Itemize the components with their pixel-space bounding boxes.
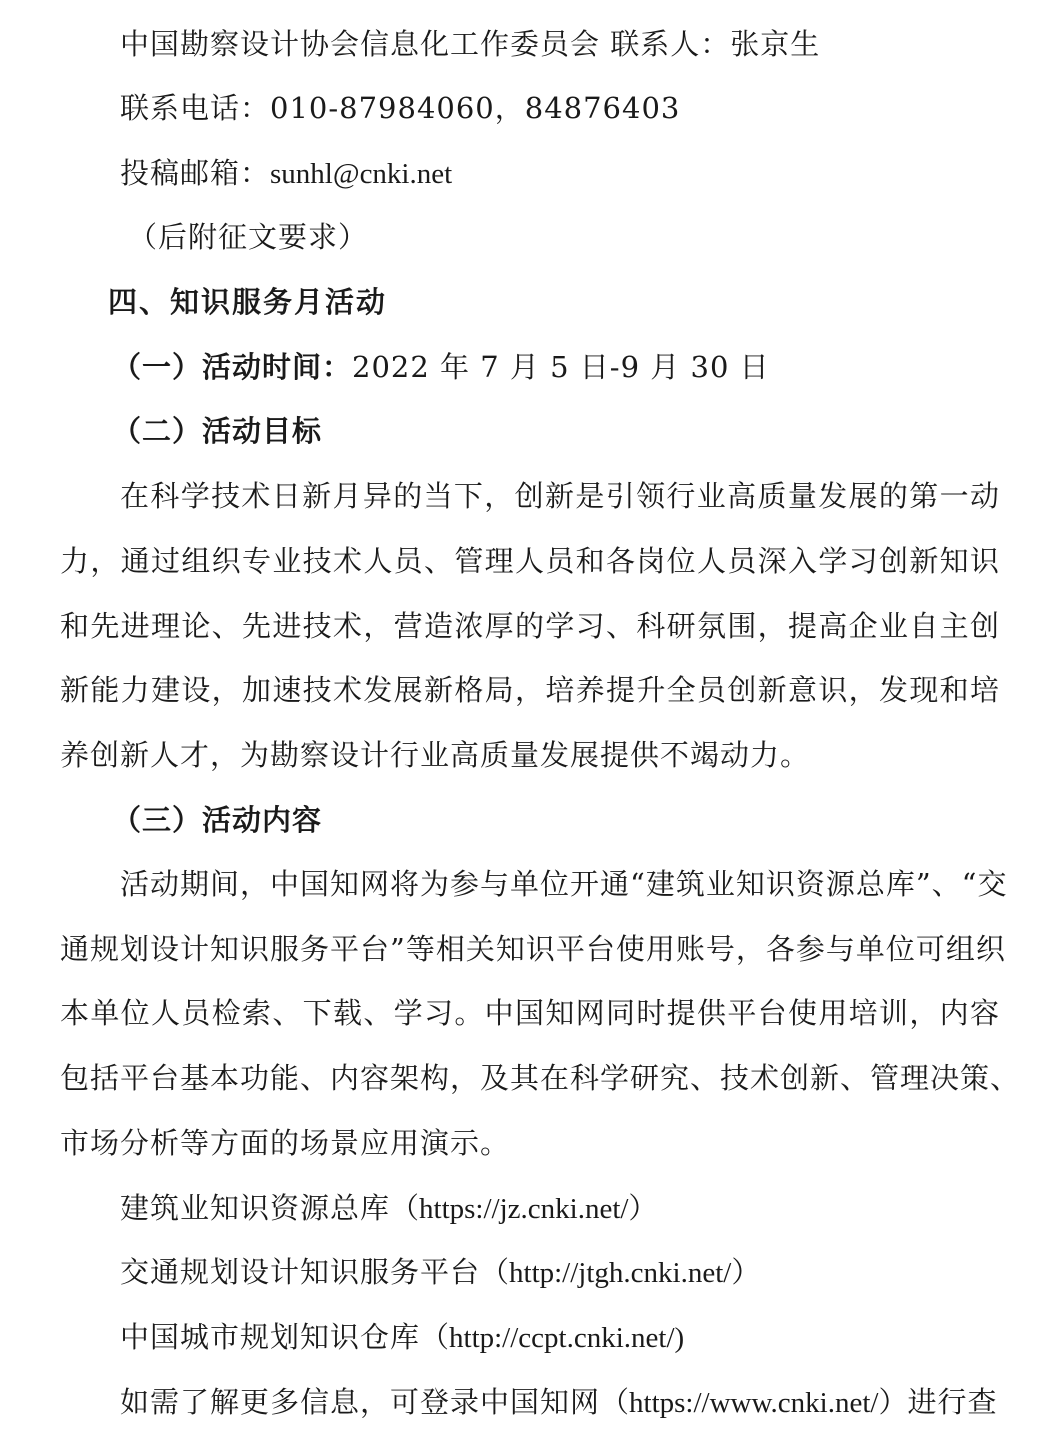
contact-org-line: 中国勘察设计协会信息化工作委员会 联系人：张京生 (120, 27, 821, 61)
platform-link[interactable]: （https://jz.cnki.net/） (390, 1193, 658, 1225)
content-paragraph-line: 本单位人员检索、下载、学习。中国知网同时提供平台使用培训，内容 (60, 996, 1000, 1030)
more-info-tail: 进行查 (907, 1385, 998, 1419)
platform-link[interactable]: （http://jtgh.cnki.net/） (480, 1257, 761, 1289)
platform-link[interactable]: （http://ccpt.cnki.net/) (420, 1322, 685, 1354)
contact-phone-line: 联系电话：010-87984060，84876403 (120, 91, 681, 125)
more-info-text: 如需了解更多信息，可登录中国知网 (120, 1385, 601, 1419)
email-value: sunhl@cnki.net (270, 158, 453, 190)
appendix-note: （后附征文要求） (128, 220, 369, 254)
goal-paragraph-line: 养创新人才，为勘察设计行业高质量发展提供不竭动力。 (60, 738, 811, 772)
section-heading: 四、知识服务月活动 (108, 285, 388, 319)
content-paragraph-line: 活动期间，中国知网将为参与单位开通“建筑业知识资源总库”、“交 (120, 867, 1008, 901)
activity-time-line (112, 347, 770, 387)
activity-time-value: 2022 年 7 月 5 日-9 月 30 日 (352, 350, 770, 384)
platform-line-ccpt (120, 1317, 684, 1358)
platform-name: 中国城市规划知识仓库 (120, 1320, 421, 1354)
platform-name: 建筑业知识资源总库 (120, 1191, 391, 1225)
activity-time-label: （一）活动时间： (112, 350, 353, 384)
goal-paragraph-line: 在科学技术日新月异的当下，创新是引领行业高质量发展的第一动 (120, 479, 1000, 513)
platform-line-jz (120, 1188, 657, 1229)
goal-paragraph-line: 和先进理论、先进技术，营造浓厚的学习、科研氛围，提高企业自主创 (60, 609, 1000, 643)
content-paragraph-line: 通规划设计知识服务平台”等相关知识平台使用账号，各参与单位可组织 (60, 932, 1006, 966)
more-info-line (120, 1382, 997, 1423)
contact-email-line (120, 153, 452, 194)
goal-paragraph-line: 力，通过组织专业技术人员、管理人员和各岗位人员深入学习创新知识 (60, 544, 1000, 578)
email-label: 投稿邮箱： (120, 156, 271, 190)
platform-name: 交通规划设计知识服务平台 (120, 1255, 481, 1289)
platform-line-jtgh (120, 1252, 760, 1293)
content-paragraph-line: 市场分析等方面的场景应用演示。 (60, 1126, 511, 1160)
cnki-link[interactable]: （https://www.cnki.net/） (600, 1387, 908, 1419)
activity-goal-heading: （二）活动目标 (112, 414, 323, 448)
activity-content-heading: （三）活动内容 (112, 803, 323, 837)
goal-paragraph-line: 新能力建设，加速技术发展新格局，培养提升全员创新意识，发现和培 (60, 673, 1000, 707)
content-paragraph-line: 包括平台基本功能、内容架构，及其在科学研究、技术创新、管理决策、 (60, 1061, 1021, 1095)
